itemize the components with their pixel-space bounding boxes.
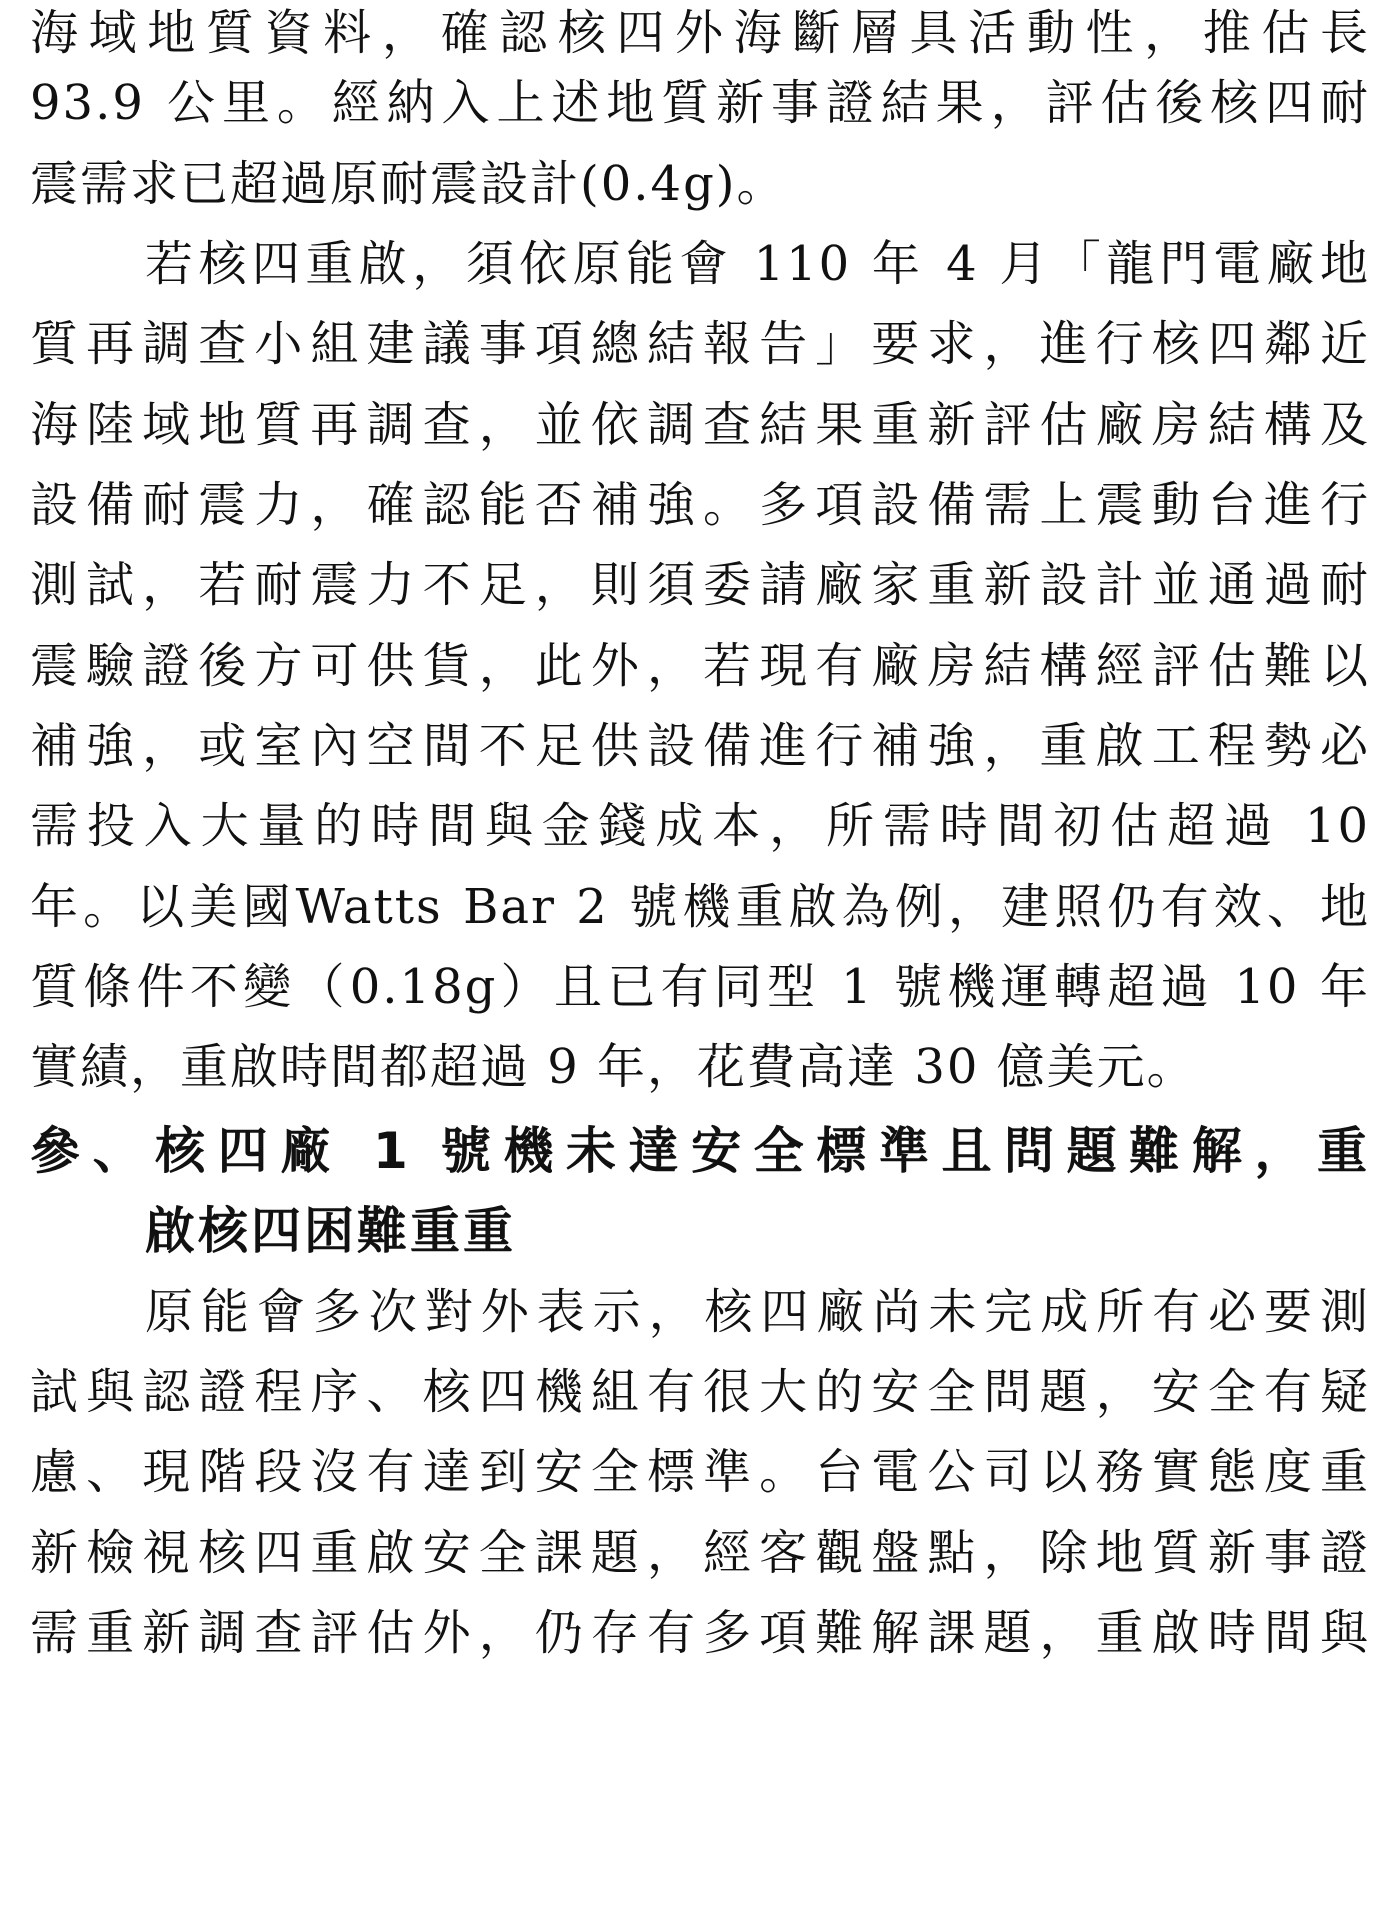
text-line: 質再調查小組建議事項總結報告」要求，進行核四鄰近 <box>30 316 1370 372</box>
text-line: 測試，若耐震力不足，則須委請廠家重新設計並通過耐 <box>30 557 1370 613</box>
text-line: 補強，或室內空間不足供設備進行補強，重啟工程勢必 <box>30 718 1370 774</box>
text-line: 新檢視核四重啟安全課題，經客觀盤點，除地質新事證 <box>30 1525 1370 1581</box>
text-line: 93.9 公里。經納入上述地質新事證結果，評估後核四耐 <box>30 75 1370 131</box>
text-line: 原能會多次對外表示，核四廠尚未完成所有必要測 <box>145 1284 1370 1340</box>
text-line: 設備耐震力，確認能否補強。多項設備需上震動台進行 <box>30 477 1370 533</box>
section-heading-line-2: 啟核四困難重重 <box>145 1202 516 1260</box>
text-line: 若核四重啟，須依原能會 110 年 4 月「龍門電廠地 <box>145 236 1370 292</box>
text-line: 需投入大量的時間與金錢成本，所需時間初估超過 10 <box>30 798 1370 854</box>
section-heading-line-1: 參、核四廠 1 號機未達安全標準且問題難解，重 <box>30 1122 1370 1180</box>
text-line: 慮、現階段沒有達到安全標準。台電公司以務實態度重 <box>30 1444 1370 1500</box>
text-line: 海陸域地質再調查，並依調查結果重新評估廠房結構及 <box>30 397 1370 453</box>
text-line: 試與認證程序、核四機組有很大的安全問題，安全有疑 <box>30 1364 1370 1420</box>
text-line: 海域地質資料，確認核四外海斷層具活動性，推估長 <box>30 5 1370 61</box>
text-line: 震驗證後方可供貨，此外，若現有廠房結構經評估難以 <box>30 638 1370 694</box>
text-line: 震需求已超過原耐震設計(0.4g)。 <box>30 156 787 212</box>
text-line: 需重新調查評估外，仍存有多項難解課題，重啟時間與 <box>30 1605 1370 1661</box>
text-line: 質條件不變（0.18g）且已有同型 1 號機運轉超過 10 年 <box>30 959 1370 1015</box>
text-line: 年。以美國Watts Bar 2 號機重啟為例，建照仍有效、地 <box>30 879 1370 935</box>
text-line: 實績，重啟時間都超過 9 年，花費高達 30 億美元。 <box>30 1039 1197 1095</box>
